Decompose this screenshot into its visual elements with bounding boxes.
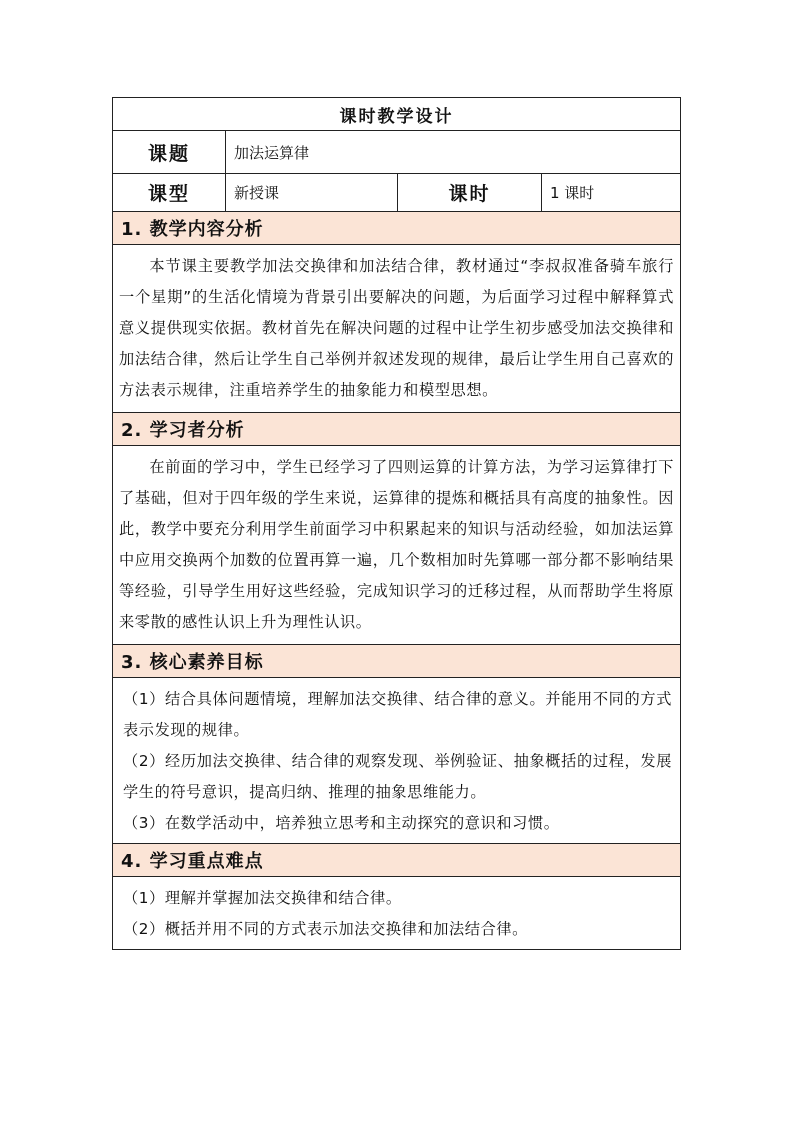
type-value: 新授课 (225, 174, 397, 211)
topic-row (113, 131, 680, 174)
type-label: 课型 (147, 183, 190, 205)
topic-label: 课题 (147, 142, 190, 165)
section-body-content-analysis (113, 245, 680, 413)
list-item: （2）概括并用不同的方式表示加法交换律和加法结合律。 (123, 920, 528, 938)
document-title: 课时教学设计 (113, 98, 680, 131)
list-item: （2）经历加法交换律、结合律的观察发现、举例验证、抽象概括的过程，发展学生的符号意识，提高归纳、推理的抽象思维能力。 (123, 752, 672, 801)
content-analysis-paragraph: 本节课主要教学加法交换律和加法结合律，教材通过“李叔叔准备骑车旅行一个星期”的生活化情境为背景引出要解决的问题，为后面学习过程中解释算式意义提供现实依据。教材首先在解决问题的过程中让学生初步感受加法交换律和加法结合律，然后让学生自己举例并叙述发现的规律，最后让学生用自己喜欢的方法表示规律，注重培养学生的抽象能力和模型思想。 (119, 257, 674, 399)
section-body-key-points (113, 877, 680, 949)
period-label: 课时 (397, 174, 541, 211)
section-body-core-goals (113, 678, 680, 844)
topic-value: 加法运算律 (225, 131, 680, 173)
lesson-design-table (112, 97, 681, 950)
section-heading-learner-analysis: 2. 学习者分析 (113, 413, 680, 446)
section-heading-content-analysis: 1. 教学内容分析 (113, 212, 680, 245)
type-row (113, 174, 680, 212)
learner-analysis-paragraph: 在前面的学习中，学生已经学习了四则运算的计算方法，为学习运算律打下了基础，但对于四年级的学生来说，运算律的提炼和概括具有高度的抽象性。因此，教学中要充分利用学生前面学习中积累起来的知识与活动经验，如加法运算中应用交换两个加数的位置再算一遍，几个数相加时先算哪一部分都不影响结果等经验，引导学生用好这些经验，完成知识学习的迁移过程，从而帮助学生将原来零散的感性认识上升为理性认识。 (119, 458, 674, 631)
section-heading-key-points: 4. 学习重点难点 (113, 844, 680, 877)
list-item: （3）在数学活动中，培养独立思考和主动探究的意识和习惯。 (123, 814, 560, 832)
section-body-learner-analysis (113, 446, 680, 645)
period-value: 1 课时 (541, 174, 680, 211)
list-item: （1）理解并掌握加法交换律和结合律。 (123, 889, 402, 907)
section-heading-core-goals: 3. 核心素养目标 (113, 645, 680, 678)
list-item: （1）结合具体问题情境，理解加法交换律、结合律的意义。并能用不同的方式表示发现的规律。 (123, 690, 672, 739)
